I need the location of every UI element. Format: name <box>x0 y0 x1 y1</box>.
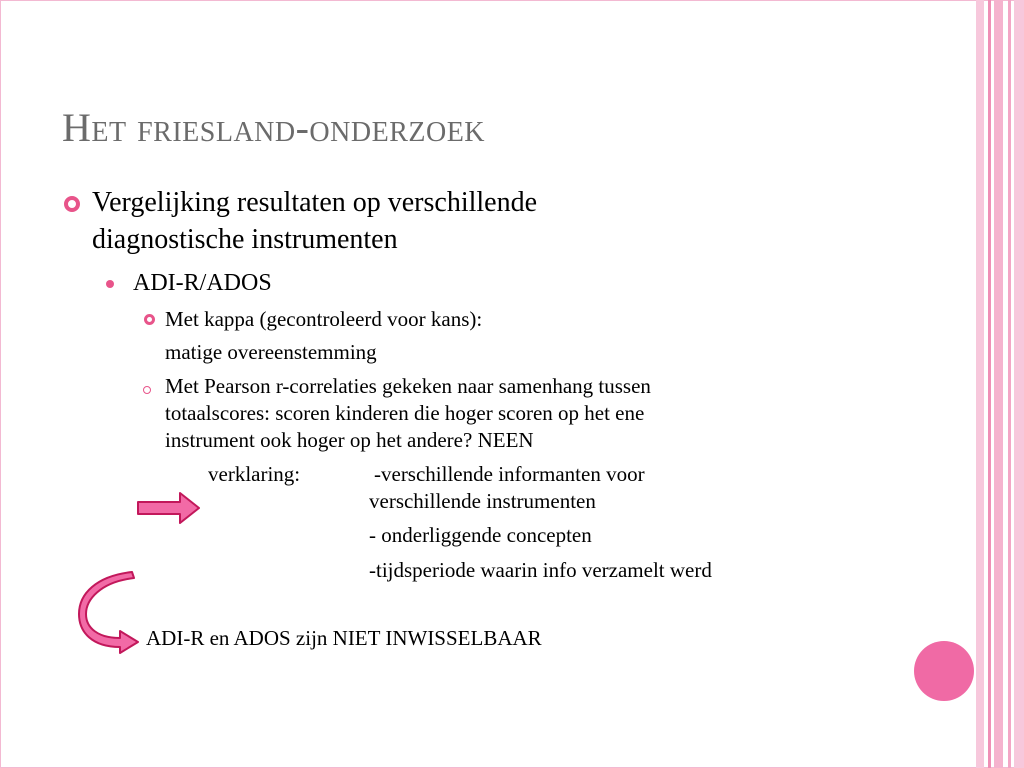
bullet2-text: ADI-R/ADOS <box>133 270 272 296</box>
decor-stripe <box>976 0 984 768</box>
curved-arrow-icon <box>78 570 144 654</box>
bullet-dot-icon <box>106 280 114 288</box>
bullet-ring-small-icon <box>143 386 151 394</box>
bullet3b-line3: instrument ook hoger op het andere? NEEN <box>165 428 534 452</box>
verklaring-item: -tijdsperiode waarin info verzamelt werd <box>369 558 712 582</box>
slide-title: Het friesland-onderzoek <box>62 105 486 150</box>
verklaring-item: -verschillende informanten voor <box>374 462 645 486</box>
bullet1-line1: Vergelijking resultaten op verschillende <box>92 187 538 218</box>
decor-stripe <box>1008 0 1011 768</box>
conclusion-text: ADI-R en ADOS zijn NIET INWISSELBAAR <box>146 626 542 650</box>
bullet3a-continuation: matige overeenstemming <box>165 340 377 364</box>
right-arrow-icon <box>136 490 202 526</box>
bullet3b-line1: Met Pearson r-correlaties gekeken naar samenhang tussen <box>165 374 651 398</box>
bullet-ring-icon <box>64 196 80 212</box>
decor-stripe <box>994 0 1003 768</box>
verklaring-label: verklaring: <box>208 462 301 486</box>
bullet3b-line2: totaalscores: scoren kinderen die hoger scoren op het ene <box>165 401 645 425</box>
decor-circle <box>914 641 974 701</box>
bullet3a-text: Met kappa (gecontroleerd voor kans): <box>165 307 483 331</box>
bullet1-line2: diagnostische instrumenten <box>92 224 398 255</box>
verklaring-item: - onderliggende concepten <box>369 523 592 547</box>
bullet-ring-icon <box>144 314 155 325</box>
verklaring-item: verschillende instrumenten <box>369 489 596 513</box>
decor-stripe <box>988 0 991 768</box>
decor-stripe <box>1014 0 1024 768</box>
